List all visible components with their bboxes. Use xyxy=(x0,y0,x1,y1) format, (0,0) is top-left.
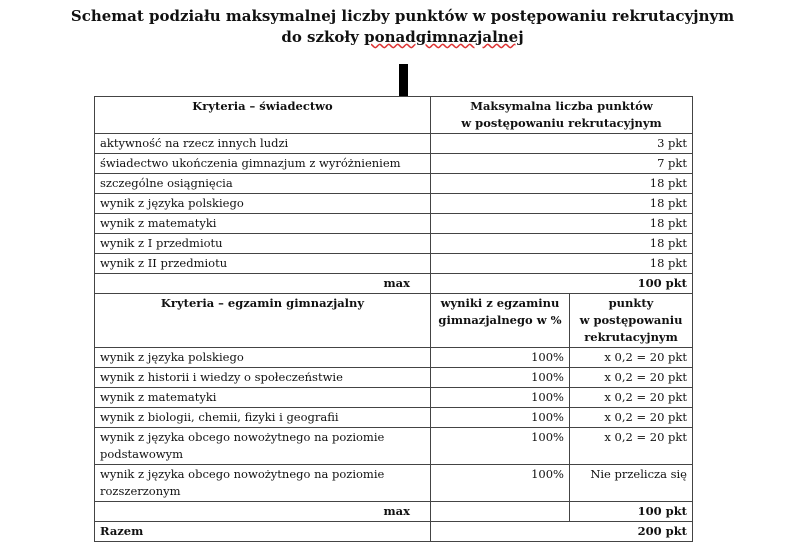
section2-header-row xyxy=(95,294,693,348)
title-line-1: Schemat podziału maksymalnej liczby punktów w postępowaniu rekrutacyjnym xyxy=(70,7,735,25)
row-percent: 100% xyxy=(431,408,570,428)
row-points: x 0,2 = 20 pkt xyxy=(570,388,693,408)
row-percent: 100% xyxy=(431,388,570,408)
row-label: świadectwo ukończenia gimnazjum z wyróżnieniem xyxy=(95,154,431,174)
section2-header-results-line2: gimnazjalnego w % xyxy=(438,313,562,327)
row-value: 18 pkt xyxy=(431,254,693,274)
row-label: wynik z II przedmiotu xyxy=(95,254,431,274)
section1-header-points-line1: Maksymalna liczba punktów xyxy=(470,99,653,113)
row-label: wynik z biologii, chemii, fizyki i geografii xyxy=(95,408,431,428)
row-value: 18 pkt xyxy=(431,214,693,234)
section2-header-results-line1: wyniki z egzaminu xyxy=(440,296,560,310)
table-row xyxy=(95,428,693,465)
table-row xyxy=(95,134,693,154)
row-points: x 0,2 = 20 pkt xyxy=(570,408,693,428)
row-label: wynik z języka obcego nowożytnego na poziomie podstawowym xyxy=(95,428,431,465)
table-row xyxy=(95,154,693,174)
row-points: x 0,2 = 20 pkt xyxy=(570,368,693,388)
table-row xyxy=(95,254,693,274)
title-line-2-underlined: ponadgimnazjalnej xyxy=(364,28,524,46)
total-label: Razem xyxy=(95,522,431,542)
section2-header-points-line2: w postępowaniu xyxy=(579,313,683,327)
table-row xyxy=(95,348,693,368)
points-table xyxy=(94,96,693,542)
section2-header-points-line1: punkty xyxy=(608,296,654,310)
section2-header-results xyxy=(431,294,570,348)
section1-header-row xyxy=(95,97,693,134)
row-label: wynik z historii i wiedzy o społeczeństwie xyxy=(95,368,431,388)
row-value: 18 pkt xyxy=(431,234,693,254)
row-percent: 100% xyxy=(431,465,570,502)
row-label: wynik z matematyki xyxy=(95,388,431,408)
table-row xyxy=(95,465,693,502)
section1-header-points xyxy=(431,97,693,134)
section1-header-criteria: Kryteria – świadectwo xyxy=(95,97,431,134)
row-label: aktywność na rzecz innych ludzi xyxy=(95,134,431,154)
title-line-2 xyxy=(0,27,805,48)
section1-max-label: max xyxy=(95,274,431,294)
row-label: wynik z języka obcego nowożytnego na poziomie rozszerzonym xyxy=(95,465,431,502)
row-label: wynik z matematyki xyxy=(95,214,431,234)
row-points: x 0,2 = 20 pkt xyxy=(570,428,693,465)
title-line-2-prefix: do szkoły xyxy=(281,28,365,46)
total-row xyxy=(95,522,693,542)
section2-max-row xyxy=(95,502,693,522)
row-points: x 0,2 = 20 pkt xyxy=(570,348,693,368)
row-label: wynik z języka polskiego xyxy=(95,348,431,368)
row-label: wynik z języka polskiego xyxy=(95,194,431,214)
table-row xyxy=(95,214,693,234)
row-value: 18 pkt xyxy=(431,194,693,214)
section2-header-criteria: Kryteria – egzamin gimnazjalny xyxy=(95,294,431,348)
table-row xyxy=(95,368,693,388)
section2-header-points xyxy=(570,294,693,348)
points-table-container xyxy=(94,96,692,542)
row-percent: 100% xyxy=(431,368,570,388)
table-row xyxy=(95,234,693,254)
row-label: wynik z I przedmiotu xyxy=(95,234,431,254)
row-value: 7 pkt xyxy=(431,154,693,174)
section2-max-spacer xyxy=(431,502,570,522)
total-value: 200 pkt xyxy=(431,522,693,542)
section2-max-label: max xyxy=(95,502,431,522)
table-row xyxy=(95,174,693,194)
row-percent: 100% xyxy=(431,348,570,368)
row-label: szczególne osiągnięcia xyxy=(95,174,431,194)
table-row xyxy=(95,408,693,428)
text-cursor-bar xyxy=(399,64,408,96)
section1-header-points-line2: w postępowaniu rekrutacyjnym xyxy=(461,116,662,130)
row-value: 3 pkt xyxy=(431,134,693,154)
section1-max-row xyxy=(95,274,693,294)
section2-max-value: 100 pkt xyxy=(570,502,693,522)
row-points: Nie przelicza się xyxy=(570,465,693,502)
section2-header-points-line3: rekrutacyjnym xyxy=(584,330,678,344)
document-title xyxy=(0,6,805,48)
table-row xyxy=(95,194,693,214)
row-percent: 100% xyxy=(431,428,570,465)
table-row xyxy=(95,388,693,408)
section1-max-value: 100 pkt xyxy=(431,274,693,294)
row-value: 18 pkt xyxy=(431,174,693,194)
